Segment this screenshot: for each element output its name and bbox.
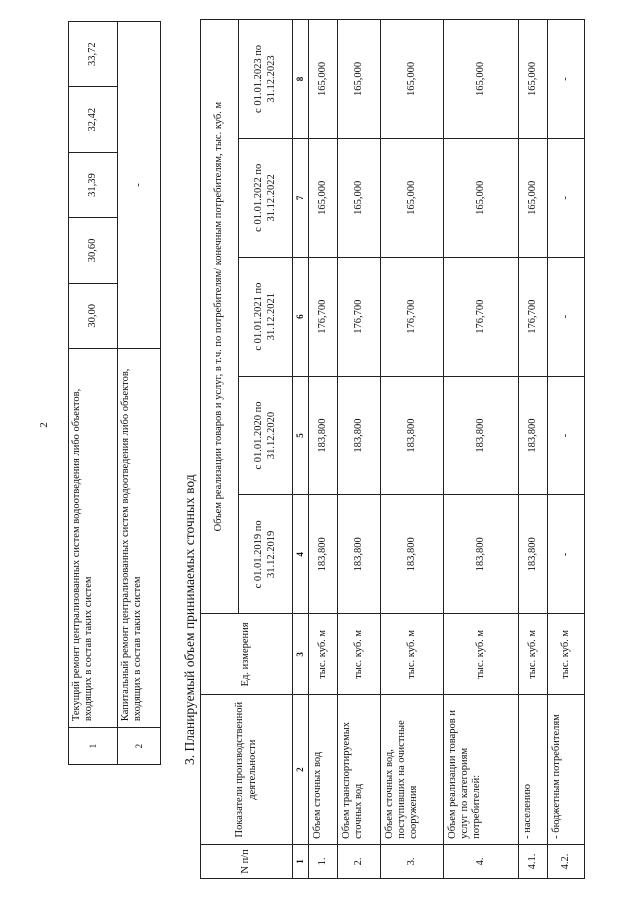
work-name: Текущий ремонт централизованных систем водоотведения либо объектов, входящих в состав таких систем	[69, 348, 118, 727]
work-value: 31,39	[69, 152, 118, 217]
row-number: 4.1.	[519, 844, 548, 878]
header-period: с 01.01.2021 по 31.12.2021	[239, 257, 293, 376]
table-row	[338, 20, 381, 879]
header-num: N п/п	[201, 844, 293, 878]
section-title: 3. Планируемый объем принимаемых сточных вод	[182, 474, 197, 765]
value-cell: 183,800	[381, 495, 444, 614]
row-number: 3.	[381, 844, 444, 878]
value-cell: -	[548, 376, 585, 495]
value-cell: 183,800	[519, 495, 548, 614]
value-cell: 176,700	[381, 257, 444, 376]
value-cell: 165,000	[309, 20, 338, 139]
indicator-name: Объем сточных вод, поступивших на очистные сооружения	[381, 695, 444, 844]
row-number: 2.	[338, 844, 381, 878]
indicator-name: - бюджетным потребителям	[548, 695, 585, 844]
value-cell: -	[548, 495, 585, 614]
header-indicator: Показатели производственной деятельности	[201, 695, 293, 844]
column-index-row	[293, 20, 309, 879]
value-cell: 176,700	[338, 257, 381, 376]
row-number: 4.2.	[548, 844, 585, 878]
header-period: с 01.01.2023 по 31.12.2023	[239, 20, 293, 139]
value-cell: 176,700	[444, 257, 519, 376]
row-number: 4.	[444, 844, 519, 878]
value-cell: 183,800	[309, 376, 338, 495]
volume-table	[200, 19, 585, 879]
work-value-dash: -	[118, 22, 161, 349]
value-cell: 165,000	[338, 20, 381, 139]
value-cell: 183,800	[338, 376, 381, 495]
row-number: 1.	[309, 844, 338, 878]
unit-cell: тыс. куб. м	[548, 614, 585, 695]
value-cell: 165,000	[444, 138, 519, 257]
unit-cell: тыс. куб. м	[381, 614, 444, 695]
indicator-name: - населению	[519, 695, 548, 844]
work-value: 30,60	[69, 218, 118, 283]
table-row	[381, 20, 444, 879]
header-period: с 01.01.2022 по 31.12.2022	[239, 138, 293, 257]
value-cell: 183,800	[444, 376, 519, 495]
header-period: с 01.01.2020 по 31.12.2020	[239, 376, 293, 495]
unit-cell: тыс. куб. м	[444, 614, 519, 695]
value-cell: 165,000	[519, 138, 548, 257]
value-cell: 165,000	[381, 20, 444, 139]
value-cell: -	[548, 20, 585, 139]
table-row	[309, 20, 338, 879]
value-cell: 183,800	[381, 376, 444, 495]
table-row	[444, 20, 519, 879]
page-number: 2	[38, 422, 50, 428]
value-cell: 183,800	[519, 376, 548, 495]
column-index: 8	[293, 20, 309, 139]
column-index: 7	[293, 138, 309, 257]
table-row	[519, 20, 548, 879]
value-cell: 165,000	[519, 20, 548, 139]
table-row	[548, 20, 585, 879]
row-number: 2	[118, 728, 161, 765]
value-cell: 176,700	[519, 257, 548, 376]
table-row	[118, 22, 161, 765]
header-group: Объем реализации товаров и услуг, в т.ч. по потребителям/ конечным потребителям, тыс. куб. м	[201, 20, 239, 614]
header-period: с 01.01.2019 по 31.12.2019	[239, 495, 293, 614]
column-index: 1	[293, 844, 309, 878]
value-cell: 165,000	[381, 138, 444, 257]
unit-cell: тыс. куб. м	[309, 614, 338, 695]
column-index: 6	[293, 257, 309, 376]
table-row	[69, 22, 118, 765]
work-name: Капитальный ремонт централизованных систем водоотведения либо объектов, входящих в состав таких систем	[118, 348, 161, 727]
header-unit: Ед. измерения	[201, 614, 293, 695]
column-index: 5	[293, 376, 309, 495]
value-cell: 176,700	[309, 257, 338, 376]
work-value: 33,72	[69, 22, 118, 87]
value-cell: 165,000	[309, 138, 338, 257]
value-cell: 165,000	[444, 20, 519, 139]
header-row	[201, 20, 239, 879]
value-cell: 165,000	[338, 138, 381, 257]
works-table	[68, 21, 161, 765]
indicator-name: Объем реализации товаров и услуг по категориям потребителей:	[444, 695, 519, 844]
work-value: 30,00	[69, 283, 118, 348]
unit-cell: тыс. куб. м	[519, 614, 548, 695]
value-cell: -	[548, 257, 585, 376]
row-number: 1	[69, 728, 118, 765]
column-index: 2	[293, 695, 309, 844]
value-cell: 183,800	[309, 495, 338, 614]
indicator-name: Объем транспортируемых сточных вод	[338, 695, 381, 844]
value-cell: 183,800	[338, 495, 381, 614]
column-index: 3	[293, 614, 309, 695]
value-cell: -	[548, 138, 585, 257]
column-index: 4	[293, 495, 309, 614]
value-cell: 183,800	[444, 495, 519, 614]
unit-cell: тыс. куб. м	[338, 614, 381, 695]
indicator-name: Объем сточных вод	[309, 695, 338, 844]
work-value: 32,42	[69, 87, 118, 152]
